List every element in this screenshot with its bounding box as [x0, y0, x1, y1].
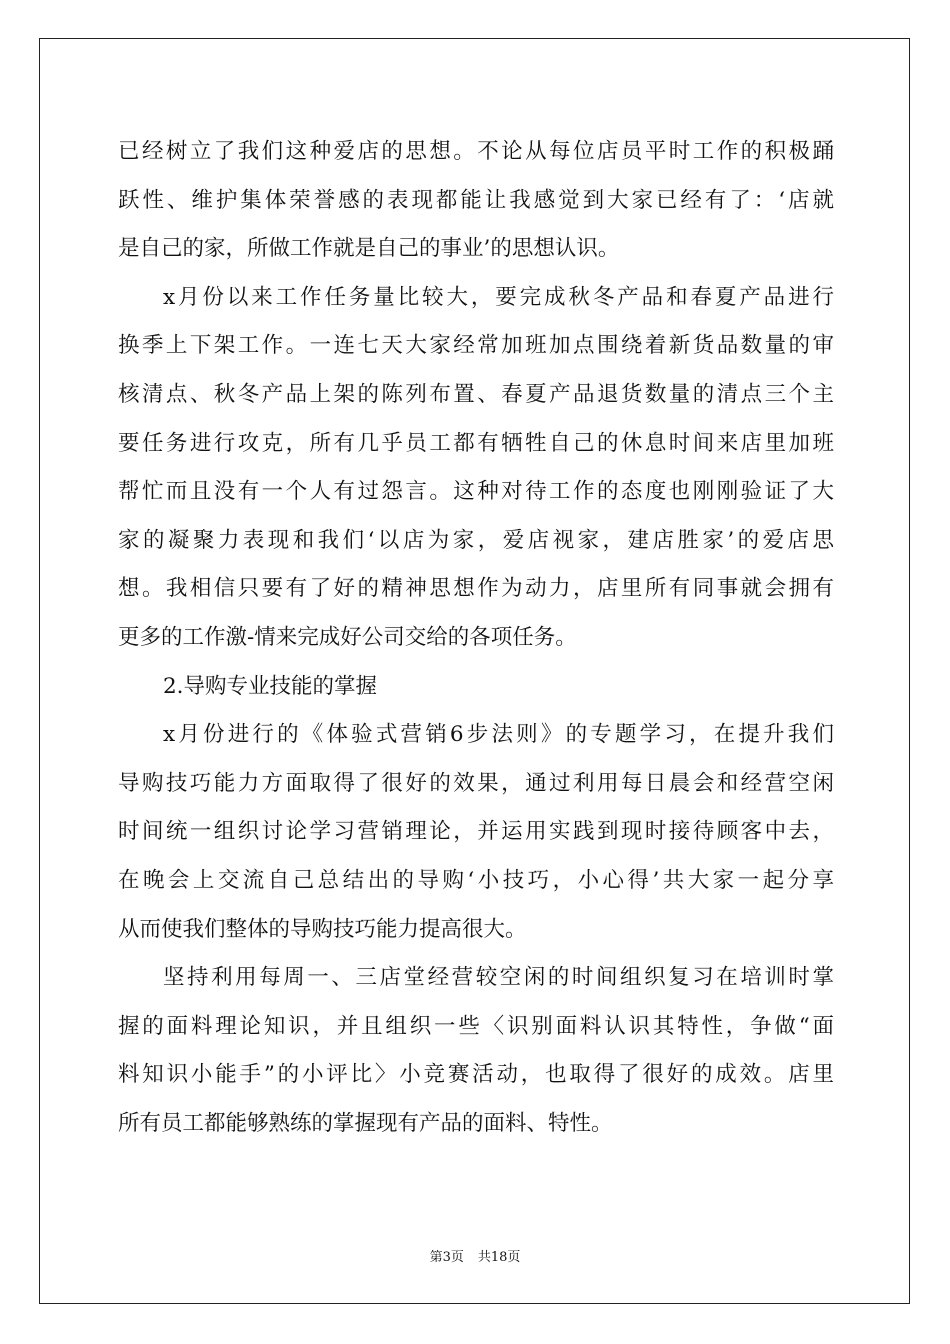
text-line: x月份进行的《体验式营销6步法则》的专题学习，在提升我们 — [163, 722, 834, 748]
text-line: 料知识小能手”的小评比〉小竞赛活动，也取得了很好的成效。店里 — [118, 1062, 834, 1088]
text-line: 导购技巧能力方面取得了很好的效果，通过利用每日晨会和经营空闲 — [118, 770, 834, 796]
text-line: 家的凝聚力表现和我们‘以店为家，爱店视家，建店胜家’的爱店思 — [118, 527, 834, 553]
page-total: 共18页 — [477, 1250, 521, 1265]
text-line: 从而使我们整体的导购技巧能力提高很大。 — [118, 916, 527, 942]
text-line: 握的面料理论知识，并且组织一些〈识别面料认识其特性，争做“面 — [118, 1013, 834, 1039]
text-line: 更多的工作激-情来完成好公司交给的各项任务。 — [118, 624, 577, 650]
text-line: 核清点、秋冬产品上架的陈列布置、春夏产品退货数量的清点三个主 — [118, 381, 834, 407]
text-line: 要任务进行攻克，所有几乎员工都有牺牲自己的休息时间来店里加班 — [118, 430, 834, 456]
text-line: 在晚会上交流自己总结出的导购‘小技巧，小心得’共大家一起分享 — [118, 867, 834, 893]
document-body — [118, 128, 834, 1148]
text-line: 跃性、维护集体荣誉感的表现都能让我感觉到大家已经有了：‘店就 — [118, 187, 834, 213]
page-footer — [0, 1246, 950, 1265]
text-line: 已经树立了我们这种爱店的思想。不论从每位店员平时工作的积极踊 — [118, 139, 834, 164]
text-line: 所有员工都能够熟练的掌握现有产品的面料、特性。 — [118, 1110, 613, 1136]
page-number: 第3页 — [429, 1250, 464, 1265]
text-line: 坚持利用每周一、三店堂经营较空闲的时间组织复习在培训时掌 — [163, 965, 834, 991]
text-line: x月份以来工作任务量比较大，要完成秋冬产品和春夏产品进行 — [163, 284, 834, 310]
text-line: 帮忙而且没有一个人有过怨言。这种对待工作的态度也刚刚验证了大 — [118, 479, 834, 505]
text-line: 2.导购专业技能的掌握 — [163, 673, 378, 699]
text-line: 换季上下架工作。一连七天大家经常加班加点围绕着新货品数量的审 — [118, 333, 834, 359]
text-line: 是自己的家，所做工作就是自己的事业’的思想认识。 — [118, 236, 620, 262]
text-line: 时间统一组织讨论学习营销理论，并运用实践到现时接待顾客中去， — [118, 819, 834, 845]
text-line: 想。我相信只要有了好的精神思想作为动力，店里所有同事就会拥有 — [118, 576, 834, 602]
